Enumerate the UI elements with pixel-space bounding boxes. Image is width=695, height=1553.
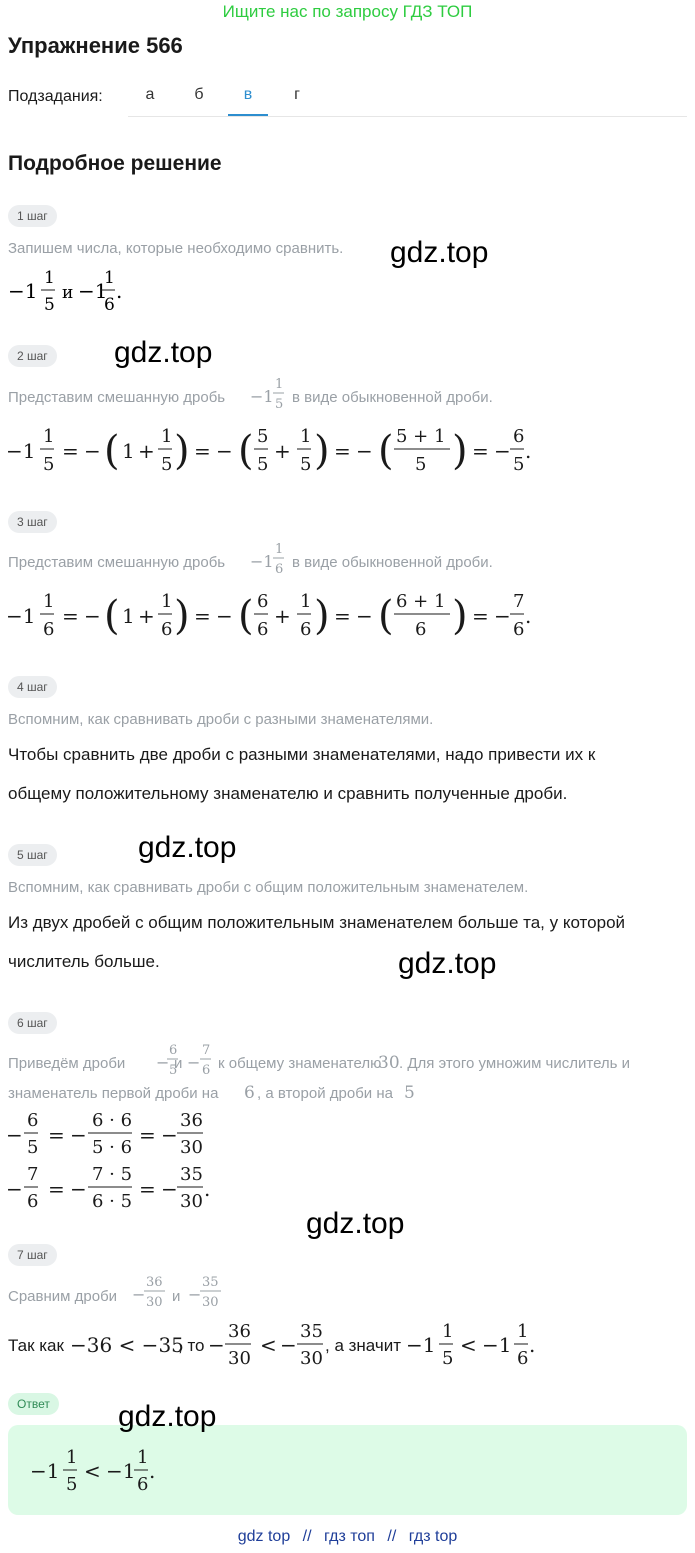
svg-text:5 + 1: 5 + 1 [396, 426, 446, 447]
step-caption: Приведём дроби [8, 1055, 126, 1072]
svg-text:30: 30 [228, 1348, 251, 1369]
svg-text:−: − [84, 604, 101, 628]
watermark: gdz.top [118, 1400, 217, 1433]
svg-text:=: = [48, 1177, 65, 1201]
svg-text:.: . [529, 1333, 536, 1357]
svg-text:+: + [138, 439, 155, 463]
svg-text:(: ( [378, 428, 394, 474]
svg-text:.: . [149, 1459, 156, 1483]
step-caption-and: и [174, 1055, 183, 1072]
svg-text:30: 30 [180, 1191, 203, 1212]
svg-text:1: 1 [275, 542, 284, 557]
step-caption: Вспомним, как сравнивать дроби с разными знаменателями. [8, 711, 434, 728]
svg-text:=: = [194, 604, 211, 628]
svg-text:.: . [525, 604, 532, 628]
svg-text:−1: −1 [6, 604, 36, 628]
svg-text:6: 6 [513, 426, 525, 447]
svg-text:.: . [525, 439, 532, 463]
step-caption-mid: к общему знаменателю [218, 1055, 382, 1072]
svg-text:5: 5 [27, 1137, 39, 1158]
svg-text:): ) [174, 428, 190, 474]
watermark: gdz.top [306, 1207, 405, 1240]
svg-text:−: − [156, 1053, 170, 1072]
subtask-tab-g[interactable]: г [294, 86, 300, 103]
svg-text:−1: −1 [8, 279, 38, 303]
math-inline-frac [248, 374, 284, 420]
step-badge: 6 шаг [8, 1012, 57, 1034]
svg-text:1: 1 [442, 1321, 454, 1342]
svg-text:−: − [216, 604, 233, 628]
math-conclusion [406, 1318, 536, 1372]
svg-text:−1: −1 [78, 279, 108, 303]
svg-text:1: 1 [122, 604, 135, 628]
svg-text:5 · 6: 5 · 6 [92, 1137, 133, 1158]
svg-text:(: ( [104, 593, 120, 639]
svg-text:6 · 5: 6 · 5 [92, 1191, 133, 1212]
svg-text:5: 5 [161, 454, 173, 475]
svg-text:−1: −1 [106, 1459, 136, 1483]
svg-text:6: 6 [137, 1474, 149, 1495]
svg-text:1: 1 [275, 377, 284, 392]
svg-text:−1: −1 [482, 1333, 512, 1357]
step-caption-post: . Для этого умножим числитель и [399, 1055, 631, 1072]
svg-text:−: − [161, 1123, 178, 1147]
step-badge: 5 шаг [8, 844, 57, 866]
svg-text:−: − [70, 1123, 87, 1147]
step-caption: Представим смешанную дробь [8, 389, 226, 406]
watermark: gdz.top [398, 947, 497, 980]
svg-text:1: 1 [300, 426, 312, 447]
svg-text:−: − [208, 1333, 225, 1357]
svg-text:5: 5 [442, 1348, 454, 1369]
footer-link-gdz-top-mixed[interactable]: гдз top [408, 1528, 458, 1545]
step-caption: Вспомним, как сравнивать дроби с общим положительным знаменателем. [8, 879, 529, 896]
math-inequality-frac [208, 1318, 332, 1372]
svg-text:7 · 5: 7 · 5 [92, 1164, 133, 1185]
step-caption-post: в виде обыкновенной дроби. [292, 389, 493, 406]
math-inequality [70, 1318, 184, 1372]
svg-text:=: = [48, 1123, 65, 1147]
step-text: числитель больше. [8, 952, 160, 971]
svg-text:36: 36 [146, 1275, 163, 1290]
step-caption: Сравним дроби [8, 1288, 118, 1305]
svg-text:6: 6 [27, 1110, 39, 1131]
factor-first: 6 [244, 1083, 255, 1103]
exercise-title: Упражнение 566 [8, 33, 183, 58]
svg-text:30: 30 [300, 1348, 323, 1369]
svg-text:.: . [204, 1177, 211, 1201]
footer-link-gdz-top[interactable]: gdz top [237, 1528, 291, 1545]
promo-banner[interactable]: Ищите нас по запросу ГДЗ ТОП [222, 2, 473, 21]
svg-text:−: − [187, 1053, 201, 1072]
math-inline-frac [130, 1272, 170, 1318]
conjunction: и [62, 283, 74, 303]
step-caption-line2-mid: , а второй дроби на [257, 1085, 393, 1102]
svg-text:6: 6 [169, 1043, 178, 1058]
svg-text:6: 6 [43, 619, 55, 640]
svg-text:−36 < −35: −36 < −35 [70, 1333, 184, 1357]
svg-text:5: 5 [44, 295, 55, 315]
subtasks-label: Подзадания: [8, 88, 103, 105]
math-inline-frac [248, 539, 284, 585]
step-text: Из двух дробей с общим положительным знаменателем больше та, у которой [8, 913, 626, 932]
step-caption: Представим смешанную дробь [8, 554, 226, 571]
answer-math [30, 1444, 170, 1498]
svg-text:−1: −1 [30, 1459, 60, 1483]
subtask-tab-a[interactable]: а [145, 86, 155, 103]
svg-text:5: 5 [43, 454, 55, 475]
svg-text:1: 1 [137, 1447, 149, 1468]
svg-text:7: 7 [513, 591, 525, 612]
svg-text:=: = [139, 1177, 156, 1201]
math-step1 [6, 264, 146, 318]
svg-text:=: = [62, 604, 79, 628]
svg-text:1: 1 [161, 426, 173, 447]
svg-text:35: 35 [202, 1275, 219, 1290]
footer-separator: // [302, 1528, 312, 1545]
svg-text:(: ( [378, 593, 394, 639]
svg-text:36: 36 [228, 1321, 251, 1342]
svg-text:7: 7 [27, 1164, 39, 1185]
svg-text:−: − [356, 604, 373, 628]
svg-text:6 + 1: 6 + 1 [396, 591, 446, 612]
footer-links [0, 1528, 695, 1546]
svg-text:1: 1 [43, 591, 55, 612]
svg-text:6: 6 [27, 1191, 39, 1212]
math-step3 [4, 585, 544, 647]
svg-text:1: 1 [44, 268, 55, 288]
svg-text:−: − [216, 439, 233, 463]
subtask-tab-b[interactable]: б [194, 86, 204, 103]
svg-text:30: 30 [146, 1295, 163, 1310]
svg-text:−: − [132, 1285, 146, 1304]
factor-second: 5 [404, 1083, 415, 1103]
math-inline-frac [186, 1272, 226, 1318]
svg-text:1: 1 [104, 268, 115, 288]
svg-text:(: ( [104, 428, 120, 474]
svg-text:−: − [70, 1177, 87, 1201]
step-badge: 4 шаг [8, 676, 57, 698]
svg-text:−: − [280, 1333, 297, 1357]
step-text: общему положительному знаменателю и сравнить полученные дроби. [8, 784, 568, 803]
svg-text:1: 1 [300, 591, 312, 612]
svg-text:−1: −1 [406, 1333, 436, 1357]
svg-text:=: = [472, 439, 489, 463]
svg-text:=: = [139, 1123, 156, 1147]
svg-text:1: 1 [161, 591, 173, 612]
svg-text:6: 6 [257, 619, 269, 640]
svg-text:=: = [334, 604, 351, 628]
svg-text:6: 6 [202, 1063, 211, 1078]
svg-text:<: < [460, 1333, 477, 1357]
svg-text:5: 5 [257, 454, 269, 475]
step-badge: 7 шаг [8, 1244, 57, 1266]
svg-text:5: 5 [169, 1063, 178, 1078]
svg-text:1: 1 [122, 439, 135, 463]
svg-text:−1: −1 [250, 387, 274, 406]
svg-text:5: 5 [415, 454, 427, 475]
svg-text:−: − [356, 439, 373, 463]
svg-text:35: 35 [180, 1164, 203, 1185]
svg-text:6: 6 [161, 619, 173, 640]
step-text: Так как [8, 1336, 64, 1355]
svg-text:5: 5 [66, 1474, 78, 1495]
step-caption-line2: знаменатель первой дроби на [8, 1085, 219, 1102]
svg-text:1: 1 [43, 426, 55, 447]
svg-text:=: = [472, 604, 489, 628]
svg-text:): ) [452, 428, 468, 474]
svg-text:36: 36 [180, 1110, 203, 1131]
step-badge: 1 шаг [8, 205, 57, 227]
svg-text:<: < [84, 1459, 101, 1483]
svg-text:7: 7 [202, 1043, 211, 1058]
svg-text:=: = [62, 439, 79, 463]
step-caption: Запишем числа, которые необходимо сравнить. [8, 240, 344, 257]
svg-text:+: + [274, 604, 291, 628]
svg-text:−: − [494, 439, 511, 463]
svg-text:): ) [314, 428, 330, 474]
svg-text:−: − [188, 1285, 202, 1304]
svg-text:1: 1 [517, 1321, 529, 1342]
svg-text:<: < [260, 1333, 277, 1357]
svg-text:35: 35 [300, 1321, 323, 1342]
subtask-tab-v[interactable]: в [228, 76, 268, 116]
svg-text:+: + [274, 439, 291, 463]
svg-text:5: 5 [257, 426, 269, 447]
step-caption-and: и [172, 1288, 181, 1305]
svg-text:6: 6 [415, 619, 427, 640]
svg-text:1: 1 [66, 1447, 78, 1468]
answer-badge: Ответ [8, 1393, 59, 1415]
svg-text:(: ( [238, 593, 254, 639]
step-caption-post: в виде обыкновенной дроби. [292, 554, 493, 571]
svg-text:=: = [334, 439, 351, 463]
svg-text:6: 6 [300, 619, 312, 640]
svg-text:−: − [494, 604, 511, 628]
svg-text:−: − [6, 1177, 23, 1201]
svg-text:−: − [6, 1123, 23, 1147]
subtask-tabs [128, 76, 687, 117]
watermark: gdz.top [390, 236, 489, 269]
step-badge: 2 шаг [8, 345, 57, 367]
svg-text:−: − [161, 1177, 178, 1201]
svg-text:6: 6 [104, 295, 115, 315]
step-text: Чтобы сравнить две дроби с разными знаменателями, надо привести их к [8, 745, 596, 764]
common-denominator: 30 [378, 1053, 400, 1073]
step-badge: 3 шаг [8, 511, 57, 533]
svg-text:6 · 6: 6 · 6 [92, 1110, 133, 1131]
svg-text:−: − [84, 439, 101, 463]
svg-text:6: 6 [513, 619, 525, 640]
svg-text:=: = [194, 439, 211, 463]
svg-text:): ) [452, 593, 468, 639]
math-step2 [4, 420, 544, 482]
svg-text:5: 5 [300, 454, 312, 475]
watermark: gdz.top [138, 831, 237, 864]
svg-text:−1: −1 [6, 439, 36, 463]
svg-text:−1: −1 [250, 552, 274, 571]
math-step6 [4, 1106, 234, 1214]
svg-text:5: 5 [275, 397, 284, 412]
footer-link-gdz-top-ru[interactable]: гдз топ [324, 1528, 375, 1545]
footer-separator: // [387, 1528, 397, 1545]
svg-text:5: 5 [513, 454, 525, 475]
step-text-mid: , то [178, 1336, 205, 1355]
svg-text:30: 30 [202, 1295, 219, 1310]
step-text-post: , а значит [325, 1336, 402, 1355]
svg-text:6: 6 [257, 591, 269, 612]
math-inline-frac [185, 1040, 215, 1086]
svg-text:6: 6 [517, 1348, 529, 1369]
svg-text:6: 6 [275, 562, 284, 577]
svg-text:): ) [174, 593, 190, 639]
svg-text:30: 30 [180, 1137, 203, 1158]
svg-text:(: ( [238, 428, 254, 474]
svg-text:+: + [138, 604, 155, 628]
watermark: gdz.top [114, 336, 213, 369]
svg-text:.: . [116, 279, 123, 303]
svg-text:): ) [314, 593, 330, 639]
solution-title: Подробное решение [8, 152, 222, 175]
